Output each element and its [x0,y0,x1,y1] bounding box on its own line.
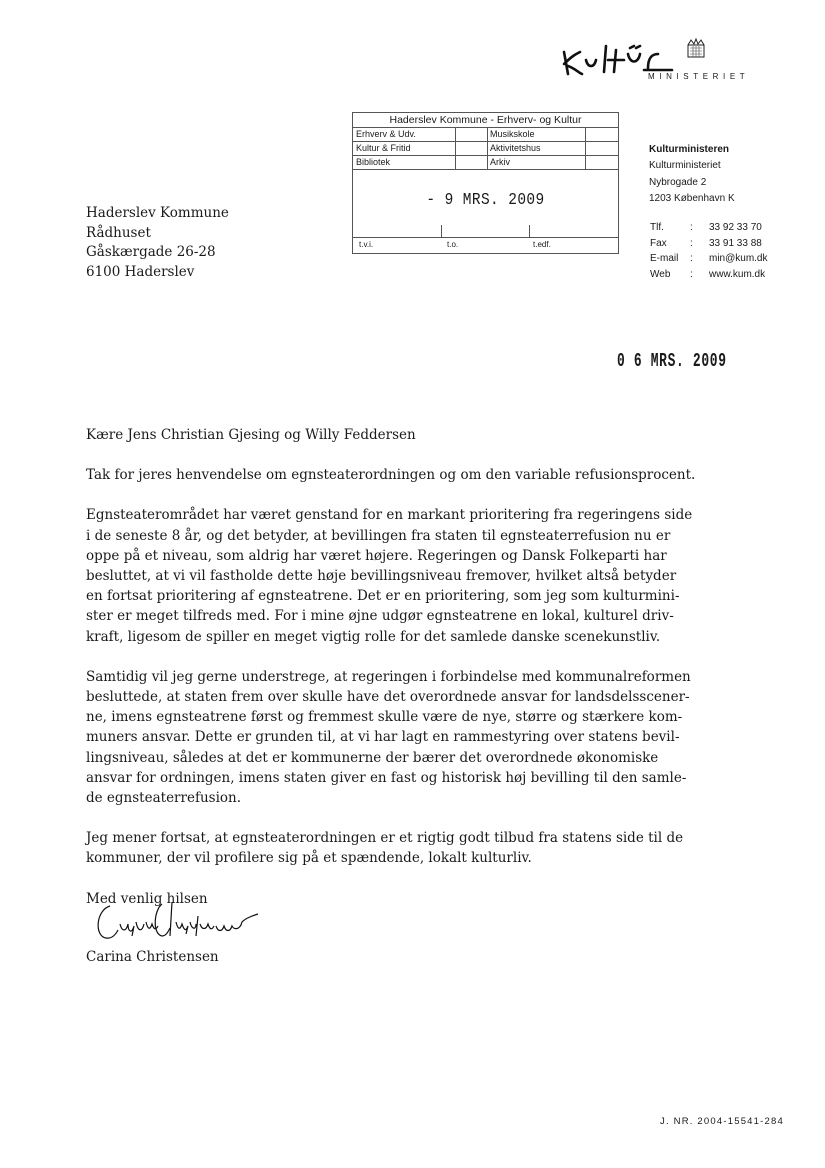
text-line: Egnsteaterområdet har været genstand for en markant prioritering fra regeringens side [86,507,693,524]
signer-name: Carina Christensen [86,949,219,965]
contact-value: 33 92 33 70 [709,222,762,233]
contact-sep: : [690,253,693,264]
paragraph [86,667,691,808]
sender-line: Kulturministeriet [649,160,721,171]
stamp-cell: Erhverv & Udv. [356,129,416,139]
recipient-address [86,204,229,282]
contact-value: 33 91 33 88 [709,237,762,249]
text-line: en fortsat prioritering af egnsteatrene. Det er en prioritering, som jeg som kulturmini- [86,588,680,605]
sender-name: Kulturministeren [649,144,730,155]
contact-value: min@kum.dk [709,253,768,264]
handwritten-signature [92,896,272,948]
crown-icon [686,37,706,59]
closing: Med venlig hilsen [86,890,208,907]
paragraph [86,828,686,868]
recipient-line: Rådhuset [86,224,151,241]
text-line: muners ansvar. Dette er grunden til, at vi har lagt en rammestyring over statens bevil- [86,729,680,746]
contact-label: Web [650,268,671,280]
recipient-line: Gåskærgade 26-28 [86,244,216,260]
text-line: ster er meget tilfreds med. For i mine øjne udgør egnsteatrene en lokal, kulturel driv- [86,608,674,625]
contact-row [650,267,768,283]
sender-address [649,158,735,208]
text-line: oppe på et niveau, som aldrig har været højere. Regeringen og Dansk Folkeparti har [86,547,667,564]
contact-label: Fax [650,237,667,249]
text-line: besluttede, at staten frem over skulle have det overordnede ansvar for landsdelsscener- [86,689,690,706]
stamp-header: Haderslev Kommune - Erhverv- og Kultur [353,113,618,128]
text-line: ne, imens egnsteatrene først og fremmest skulle være de nye, større og stærkere kom- [86,709,683,726]
recipient-line: 6100 Haderslev [86,263,195,280]
contact-label: Tlf. [650,222,664,233]
received-stamp [352,112,619,254]
contact-sep: : [690,222,693,233]
contact-row [650,236,768,252]
contact-value: www.kum.dk [709,268,766,280]
text-line: Tak for jeres henvendelse om egnsteaterordningen og om den variable refusionsprocent. [86,467,696,484]
letter-body [86,425,696,929]
contact-row [650,220,768,236]
sender-line: Nybrogade 2 [649,176,707,188]
stamp-cell: Aktivitetshus [490,143,541,153]
stamp-cell: Bibliotek [356,157,391,167]
contact-sep: : [690,268,693,280]
ministeriet-wordmark: MINISTERIET [648,72,750,81]
stamp-cell: Kultur & Fritid [356,143,411,153]
stamp-cell: Arkiv [490,157,510,167]
text-line: lingsniveau, således at det er kommunerne der bærer det overordnede økonomiske [86,749,659,766]
text-line: besluttet, at vi vil fastholde dette høje bevillingsniveau fremover, hvilket altså betyder [86,568,677,585]
date-stamp: 0 6 MRS. 2009 [617,350,727,372]
salutation: Kære Jens Christian Gjesing og Willy Feddersen [86,427,416,443]
paragraph [86,465,696,485]
contact-label: E-mail [650,253,679,264]
contact-sep: : [690,237,693,249]
recipient-line: Haderslev Kommune [86,205,229,221]
text-line: i de seneste 8 år, og det betyder, at bevillingen fra staten til egnsteaterrefusion nu er [86,527,671,544]
paragraph [86,505,693,646]
text-line: Jeg mener fortsat, at egnsteaterordningen er et rigtig godt tilbud fra statens side til de [86,830,684,847]
text-line: de egnsteaterrefusion. [86,790,241,807]
sender-line: 1203 København K [649,193,735,204]
stamp-date: - 9 MRS. 2009 [426,191,545,210]
text-line: kommuner, der vil profilere sig på et spændende, lokalt kulturliv. [86,850,532,867]
stamp-footer: t.o. [447,240,459,249]
stamp-cell: Musikskole [490,129,535,139]
text-line: kraft, ligesom de spiller en meget vigtig rolle for det samlede danske scenekunstliv. [86,628,661,645]
journal-number: J. NR. 2004-15541-284 [660,1116,784,1127]
contact-row [650,251,768,267]
text-line: Samtidig vil jeg gerne understrege, at regeringen i forbindelse med kommunalreformen [86,668,691,685]
sender-contact [650,220,768,282]
stamp-footer: t.edf. [533,240,551,249]
stamp-footer: t.v.i. [359,240,374,249]
text-line: ansvar for ordningen, imens staten giver en fast og historisk høj bevilling til den samle- [86,769,687,786]
